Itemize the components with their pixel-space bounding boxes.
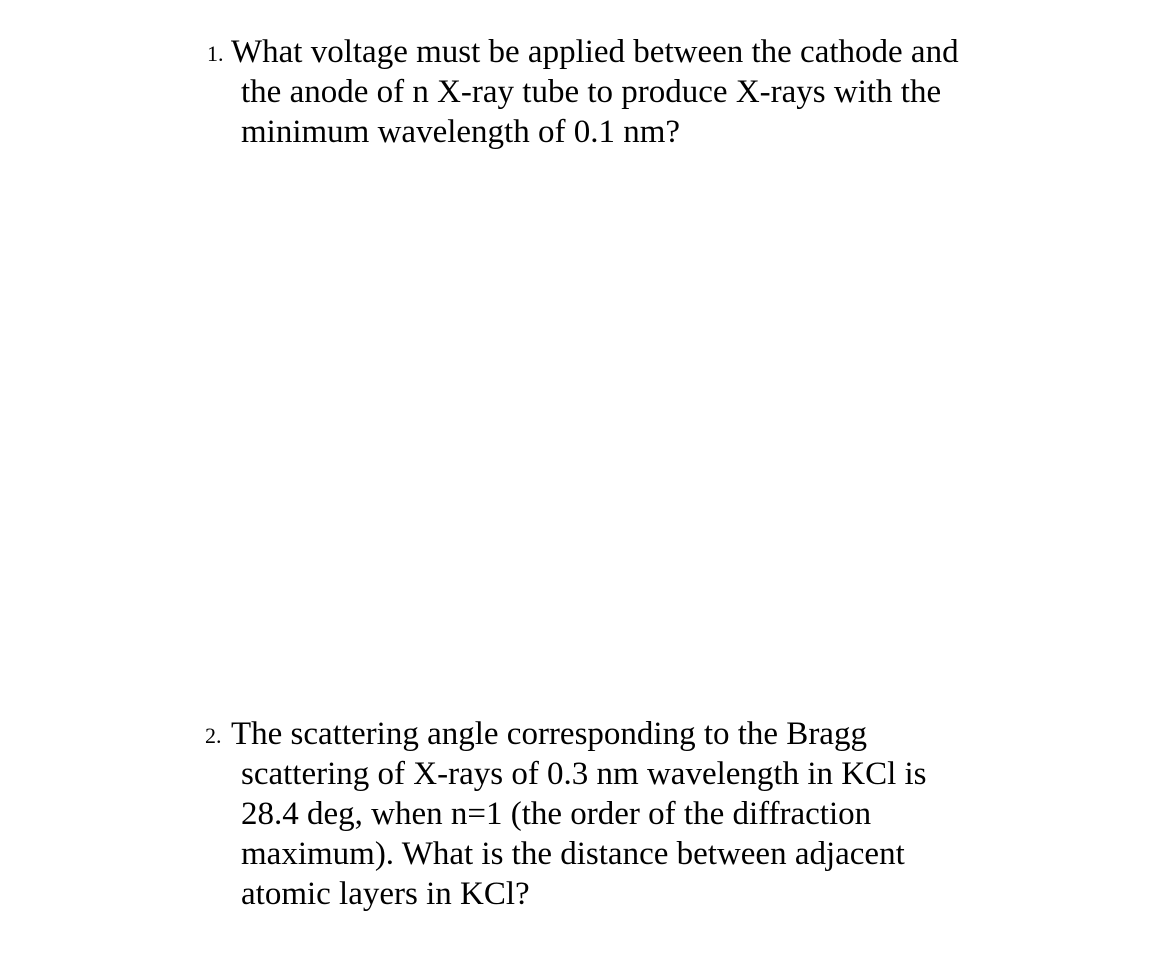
question-text-line: The scattering angle corresponding to the Bragg [231, 716, 867, 752]
question-text-line: minimum wavelength of 0.1 nm? [241, 114, 681, 150]
question-text-line: the anode of n X-ray tube to produce X-rays with the [241, 74, 942, 110]
question-text-line: 28.4 deg, when n=1 (the order of the diffraction [241, 796, 872, 832]
question-text-line: maximum). What is the distance between adjacent [241, 836, 905, 872]
question-number: 1. [207, 41, 224, 66]
question-number: 2. [205, 723, 222, 748]
question-text-line: scattering of X-rays of 0.3 nm wavelength in KCl is [241, 756, 927, 792]
question-text-line: atomic layers in KCl? [241, 876, 530, 912]
question-text-line: What voltage must be applied between the cathode and [231, 34, 959, 70]
